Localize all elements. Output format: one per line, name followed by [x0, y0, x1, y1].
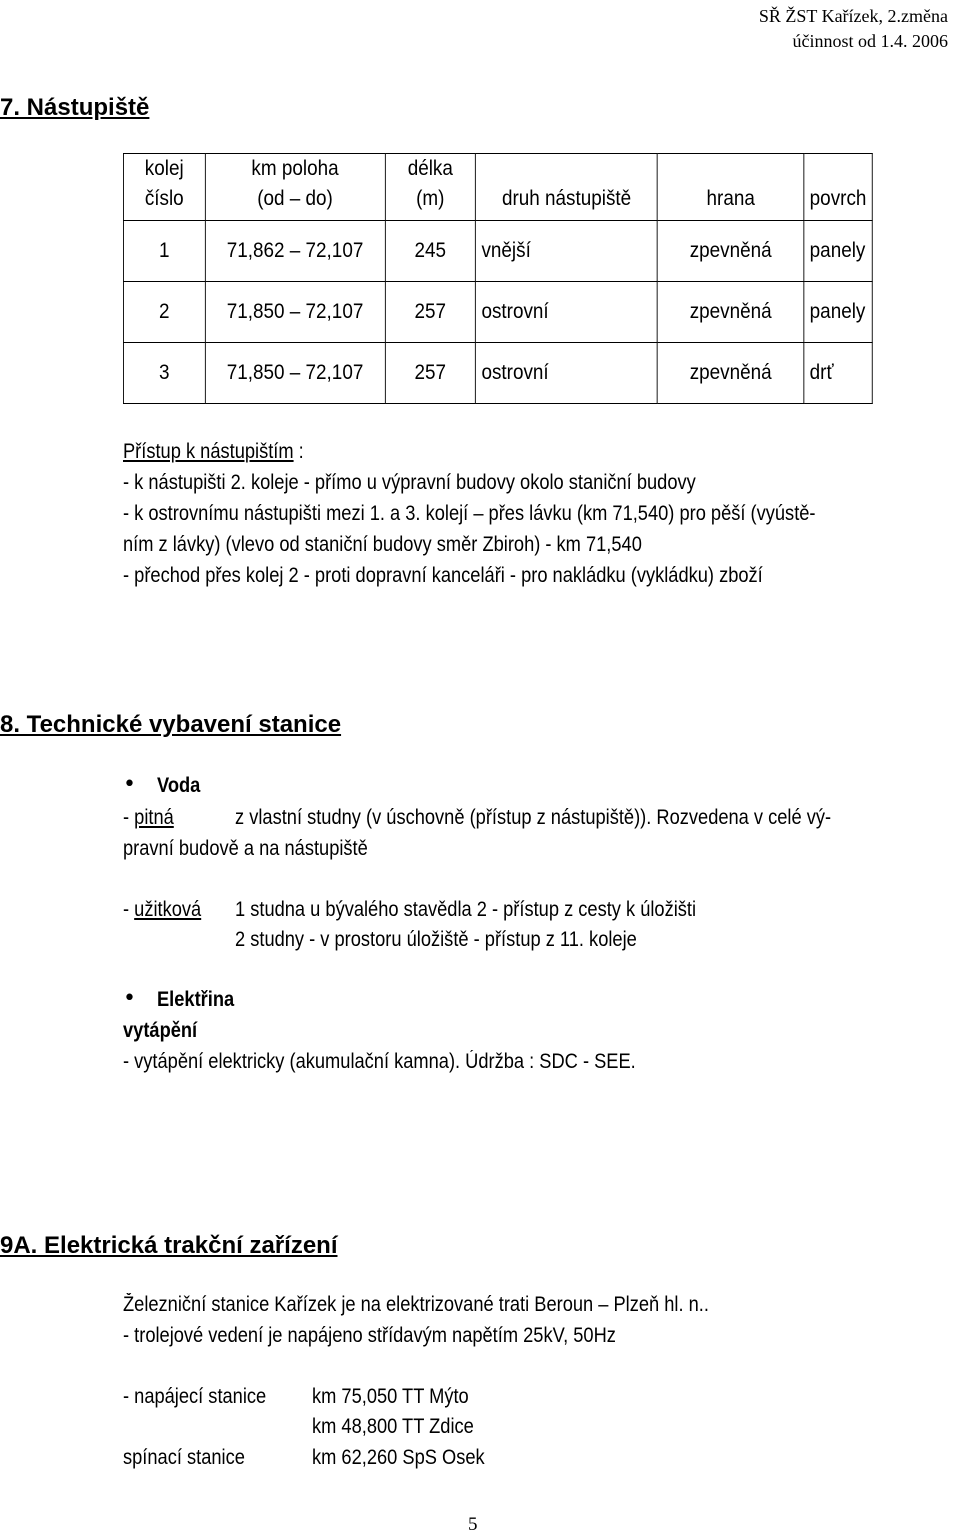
table-header-row: [123, 154, 872, 221]
header-line-2: účinnost od 1.4. 2006: [792, 31, 948, 51]
col-header-surface: povrch: [804, 154, 872, 221]
cell-km: 71,862 – 72,107: [205, 221, 385, 282]
water-potable-line: - pitná: [123, 806, 174, 829]
cell-track: 3: [123, 343, 205, 404]
col-header-length: délka (m): [385, 154, 476, 221]
platforms-table: [123, 153, 873, 404]
switching-station-label: spínací stanice: [123, 1446, 245, 1469]
col-header-type: druh nástupiště: [476, 154, 658, 221]
table-row: [123, 343, 872, 404]
traction-line-1: Železniční stanice Kařízek je na elektrizované trati Beroun – Plzeň hl. n..: [123, 1293, 709, 1316]
access-line-1: - k nástupišti 2. koleje - přímo u výpravní budovy okolo staniční budovy: [123, 471, 696, 494]
access-line-2: - k ostrovnímu nástupišti mezi 1. a 3. kolejí – přes lávku (km 71,540) pro pěší (vyústě-: [123, 502, 816, 525]
cell-type: vnější: [476, 221, 658, 282]
access-colon: :: [293, 440, 304, 463]
access-label: Přístup k nástupištím: [123, 440, 294, 463]
cell-surface: panely: [804, 221, 872, 282]
utility-label: užitková: [134, 898, 202, 921]
water-utility-line: - užitková: [123, 898, 202, 921]
cell-surface: drť: [804, 343, 872, 404]
section-7-title: 7. Nástupiště: [0, 94, 150, 121]
cell-type: ostrovní: [476, 343, 658, 404]
traction-line-2: - trolejové vedení je napájeno střídavým napětím 25kV, 50Hz: [123, 1324, 616, 1347]
feeding-station-label: - napájecí stanice: [123, 1385, 267, 1408]
cell-length: 257: [385, 282, 476, 343]
cell-km: 71,850 – 72,107: [205, 282, 385, 343]
bullet-icon: •: [123, 772, 136, 797]
potable-text-2: pravní budově a na nástupiště: [123, 837, 368, 860]
table-row: [123, 221, 872, 282]
access-line-4: - přechod přes kolej 2 - proti dopravní kanceláři - pro nakládku (vykládku) zboží: [123, 564, 763, 587]
potable-label: pitná: [134, 806, 174, 829]
heating-label: vytápění: [123, 1019, 198, 1042]
feeding-station-2: km 48,800 TT Zdice: [312, 1415, 474, 1438]
col-header-edge: hrana: [658, 154, 804, 221]
cell-edge: zpevněná: [658, 221, 804, 282]
page-number: 5: [468, 1514, 478, 1535]
utility-text-1: 1 studna u bývalého stavědla 2 - přístup z cesty k úložišti: [235, 898, 697, 921]
header-line-1: SŘ ŽST Kařízek, 2.změna: [758, 6, 948, 26]
table-row: [123, 282, 872, 343]
bullet-icon: •: [123, 986, 136, 1011]
switching-station-value: km 62,260 SpS Osek: [312, 1446, 485, 1469]
heating-text: - vytápění elektricky (akumulační kamna). Údržba : SDC - SEE.: [123, 1050, 636, 1073]
col-header-track: kolej číslo: [123, 154, 205, 221]
cell-type: ostrovní: [476, 282, 658, 343]
cell-track: 2: [123, 282, 205, 343]
electricity-label: Elektřina: [157, 988, 235, 1011]
cell-edge: zpevněná: [658, 282, 804, 343]
utility-text-2: 2 studny - v prostoru úložiště - přístup z 11. koleje: [235, 928, 637, 951]
access-line-3: ním z lávky) (vlevo od staniční budovy směr Zbiroh) - km 71,540: [123, 533, 642, 556]
feeding-station-1: km 75,050 TT Mýto: [312, 1385, 469, 1408]
cell-surface: panely: [804, 282, 872, 343]
access-heading: [123, 440, 304, 464]
cell-track: 1: [123, 221, 205, 282]
cell-edge: zpevněná: [658, 343, 804, 404]
section-9a-title: 9A. Elektrická trakční zařízení: [0, 1232, 338, 1259]
section-8-title: 8. Technické vybavení stanice: [0, 711, 342, 738]
cell-km: 71,850 – 72,107: [205, 343, 385, 404]
cell-length: 257: [385, 343, 476, 404]
potable-text-1: z vlastní studny (v úschovně (přístup z nástupiště)). Rozvedena v celé vý-: [235, 806, 832, 829]
cell-length: 245: [385, 221, 476, 282]
col-header-km: km poloha (od – do): [205, 154, 385, 221]
water-label: Voda: [157, 774, 201, 797]
